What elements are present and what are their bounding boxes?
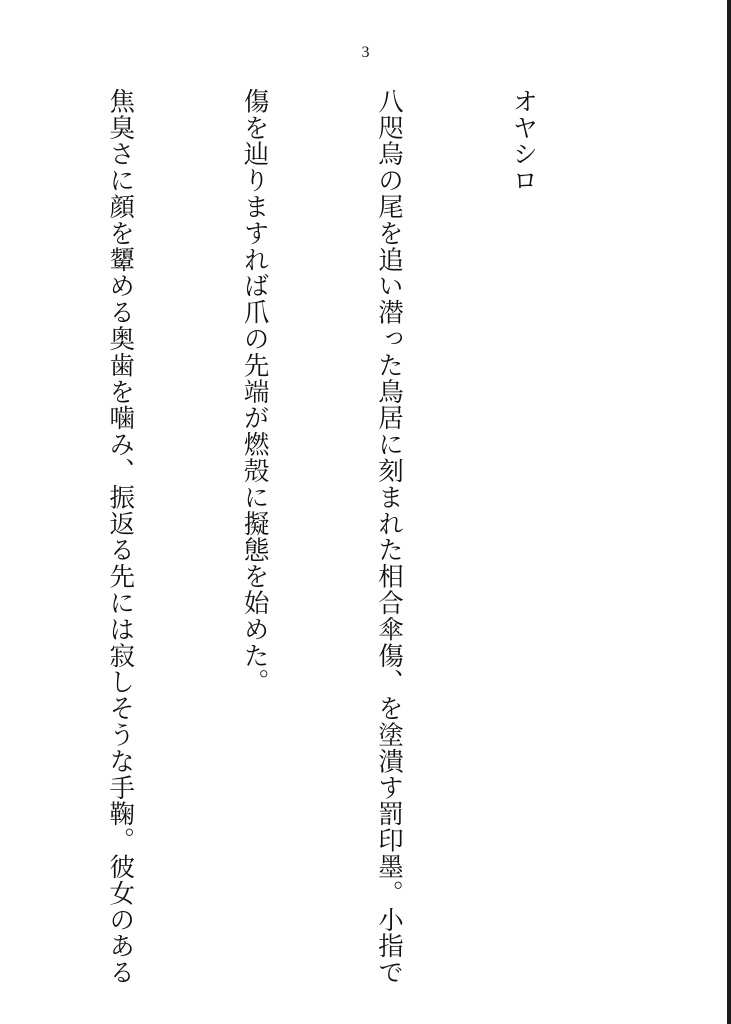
page-edge [727, 0, 731, 1024]
text-line: 焦臭さに顔を顰める奥歯を噛み、振返る先には寂しそうな手鞠。彼女のある [105, 88, 136, 986]
text-line: 傷を辿りますれば爪の先端が燃殻に擬態を始めた。 [239, 88, 270, 696]
vertical-text-block [0, 88, 635, 988]
text-line: 八咫烏の尾を追い潜った鳥居に刻まれた相合傘傷、を塗潰す罰印墨。小指で [374, 88, 405, 986]
story-title: オヤシロ [508, 88, 539, 194]
page-number: 3 [361, 44, 370, 61]
text-line [0, 88, 8, 988]
